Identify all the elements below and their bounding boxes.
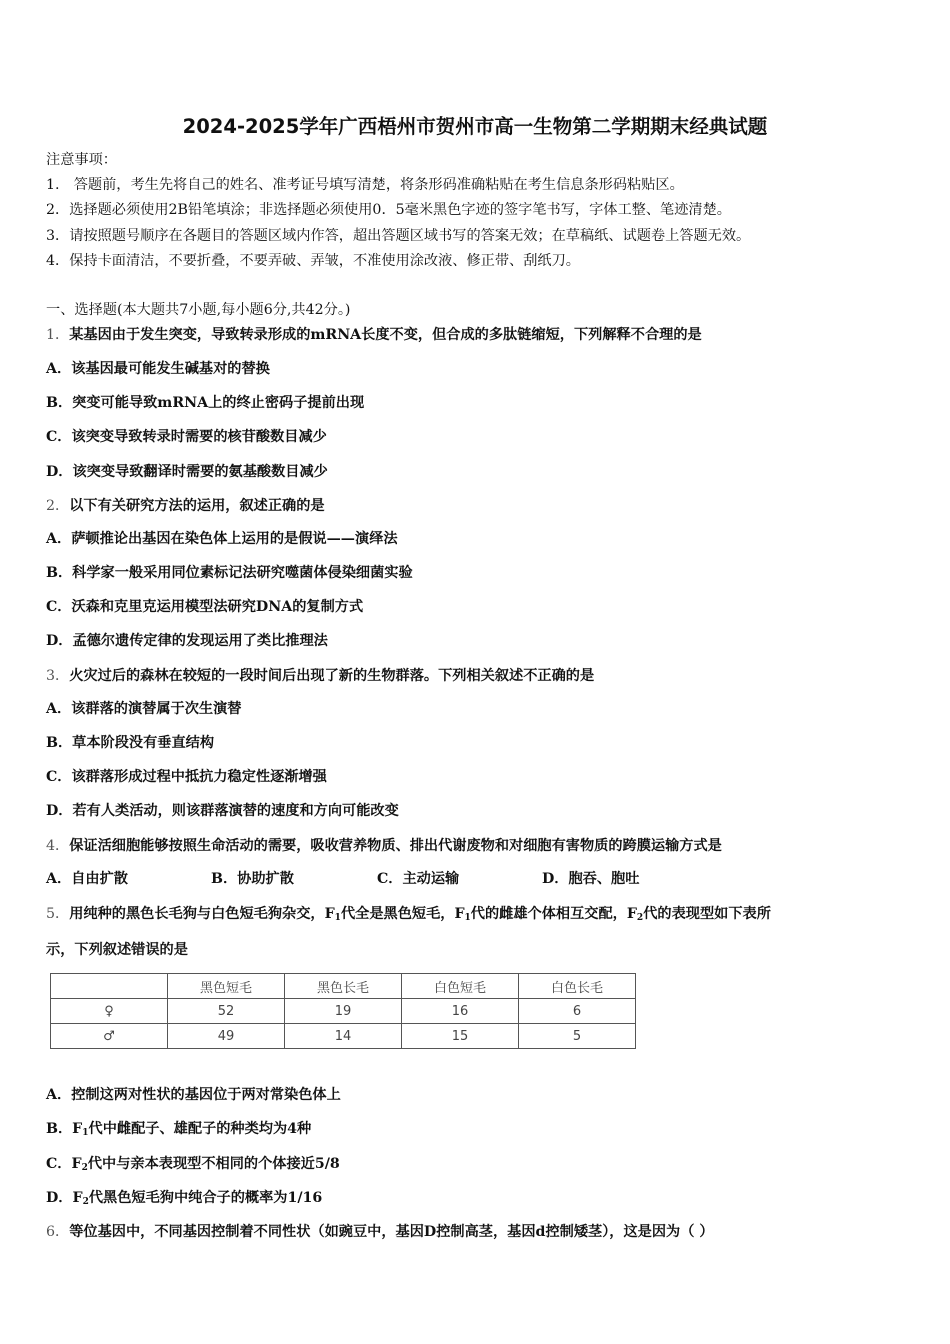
table-cell: 16: [402, 999, 519, 1024]
question-number: 5．: [46, 906, 70, 922]
question-3-stem: [46, 666, 594, 686]
question-number: 3．: [46, 668, 70, 684]
table-cell: 15: [402, 1024, 519, 1049]
option-text: 代黑色短毛狗中纯合子的概率为1/16: [88, 1190, 323, 1206]
table-cell: 19: [285, 999, 402, 1024]
option-text: 代中雌配子、雄配子的种类均为4种: [88, 1121, 312, 1137]
option-text: 代中与亲本表现型不相同的个体接近5/8: [87, 1156, 340, 1172]
question-text: 代全是黑色短毛，F: [340, 906, 465, 922]
question-number: 4．: [46, 838, 70, 854]
notice-item: 1. 答题前，考生先将自己的姓名、准考证号填写清楚，将条形码准确粘贴在考生信息条形码粘贴区。: [46, 177, 684, 193]
notice-item: 3．请按照题号顺序在各题目的答题区域内作答，超出答题区域书写的答案无效；在草稿纸、试题卷上答题无效。: [46, 228, 751, 244]
question-text: 用纯种的黑色长毛狗与白色短毛狗杂交，F: [69, 906, 335, 922]
question-text: 保证活细胞能够按照生命活动的需要，吸收营养物质、排出代谢废物和对细胞有害物质的跨膜运输方式是: [69, 838, 722, 854]
q4-option-a: A．自由扩散: [46, 871, 128, 887]
question-2-stem: [46, 496, 325, 516]
table-header-cell: 黑色长毛: [285, 974, 402, 999]
question-text: 代的表现型如下表所: [643, 906, 771, 922]
table-cell: 6: [519, 999, 636, 1024]
table-cell: 14: [285, 1024, 402, 1049]
subscript: 2: [81, 1163, 88, 1173]
q1-option-a: A．该基因最可能发生碱基对的替换: [46, 361, 270, 377]
q5-option-b: [46, 1119, 311, 1143]
q2-option-c: C．沃森和克里克运用模型法研究DNA的复制方式: [46, 599, 364, 615]
question-number: 2．: [46, 498, 70, 514]
notice-item: 4．保持卡面清洁，不要折叠，不要弄破、弄皱，不准使用涂改液、修正带、刮纸刀。: [46, 253, 580, 269]
q5-option-a: A．控制这两对性状的基因位于两对常染色体上: [46, 1087, 341, 1103]
question-number: 1．: [46, 327, 70, 343]
subscript: 1: [334, 913, 341, 923]
q1-option-b: B．突变可能导致mRNA上的终止密码子提前出现: [46, 395, 365, 411]
q1-option-c: C．该突变导致转录时需要的核苷酸数目减少: [46, 429, 327, 445]
subscript: 2: [82, 1197, 89, 1207]
table-header-cell: 白色短毛: [402, 974, 519, 999]
table-cell: 5: [519, 1024, 636, 1049]
subscript: 2: [636, 913, 644, 923]
question-5-stem-line2: 示，下列叙述错误的是: [46, 942, 188, 958]
option-text: C．F: [46, 1156, 82, 1172]
question-text: 代的雌雄个体相互交配，F: [470, 906, 637, 922]
question-text: 等位基因中，不同基因控制着不同性状（如豌豆中，基因D控制高茎，基因d控制矮茎），这是因为（ ）: [69, 1224, 714, 1240]
question-text: 以下有关研究方法的运用，叙述正确的是: [69, 498, 325, 514]
table-row: [51, 999, 636, 1024]
subscript: 1: [464, 913, 471, 923]
question-text: 火灾过后的森林在较短的一段时间后出现了新的生物群落。下列相关叙述不正确的是: [69, 668, 595, 684]
table-header-row: [51, 974, 636, 999]
page-title: 2024-2025学年广西梧州市贺州市高一生物第二学期期末经典试题: [182, 115, 768, 138]
q2-option-b: B．科学家一般采用同位素标记法研究噬菌体侵染细菌实验: [46, 565, 413, 581]
section-heading: 一、选择题(本大题共7小题,每小题6分,共42分。): [46, 302, 351, 318]
genotype-table: [50, 973, 636, 1049]
option-text: B．F: [46, 1121, 83, 1137]
q3-option-b: B．草本阶段没有垂直结构: [46, 735, 215, 751]
q5-option-d: [46, 1188, 322, 1212]
q4-option-b: B．协助扩散: [211, 871, 294, 887]
option-text: D．F: [46, 1190, 83, 1206]
table-header-cell: [51, 974, 168, 999]
question-text: 某基因由于发生突变，导致转录形成的mRNA长度不变，但合成的多肽链缩短，下列解释不合理的是: [69, 327, 702, 343]
q3-option-d: D．若有人类活动，则该群落演替的速度和方向可能改变: [46, 803, 399, 819]
q2-option-d: D．孟德尔遗传定律的发现运用了类比推理法: [46, 633, 328, 649]
table-cell: 52: [168, 999, 285, 1024]
question-1-stem: [46, 325, 702, 345]
notice-heading: 注意事项：: [46, 152, 117, 168]
table-cell: ♂: [51, 1024, 168, 1049]
q1-option-d: D．该突变导致翻译时需要的氨基酸数目减少: [46, 464, 328, 480]
table-row: [51, 1024, 636, 1049]
subscript: 1: [82, 1128, 89, 1138]
table-cell: 49: [168, 1024, 285, 1049]
question-6-stem: [46, 1222, 714, 1242]
table-header-cell: 白色长毛: [519, 974, 636, 999]
table-cell: ♀: [51, 999, 168, 1024]
question-number: 6．: [46, 1224, 70, 1240]
q4-option-c: C．主动运输: [377, 871, 460, 887]
q2-option-a: A．萨顿推论出基因在染色体上运用的是假说——演绎法: [46, 531, 398, 547]
q4-option-d: D．胞吞、胞吐: [542, 871, 640, 887]
q3-option-c: C．该群落形成过程中抵抗力稳定性逐渐增强: [46, 769, 327, 785]
q3-option-a: A．该群落的演替属于次生演替: [46, 701, 242, 717]
question-4-stem: [46, 836, 722, 856]
notice-item: 2．选择题必须使用2B铅笔填涂；非选择题必须使用0．5毫米黑色字迹的签字笔书写，字体工整、笔迹清楚。: [46, 202, 731, 218]
question-5-stem: [46, 904, 771, 928]
q5-option-c: [46, 1154, 340, 1178]
table-header-cell: 黑色短毛: [168, 974, 285, 999]
